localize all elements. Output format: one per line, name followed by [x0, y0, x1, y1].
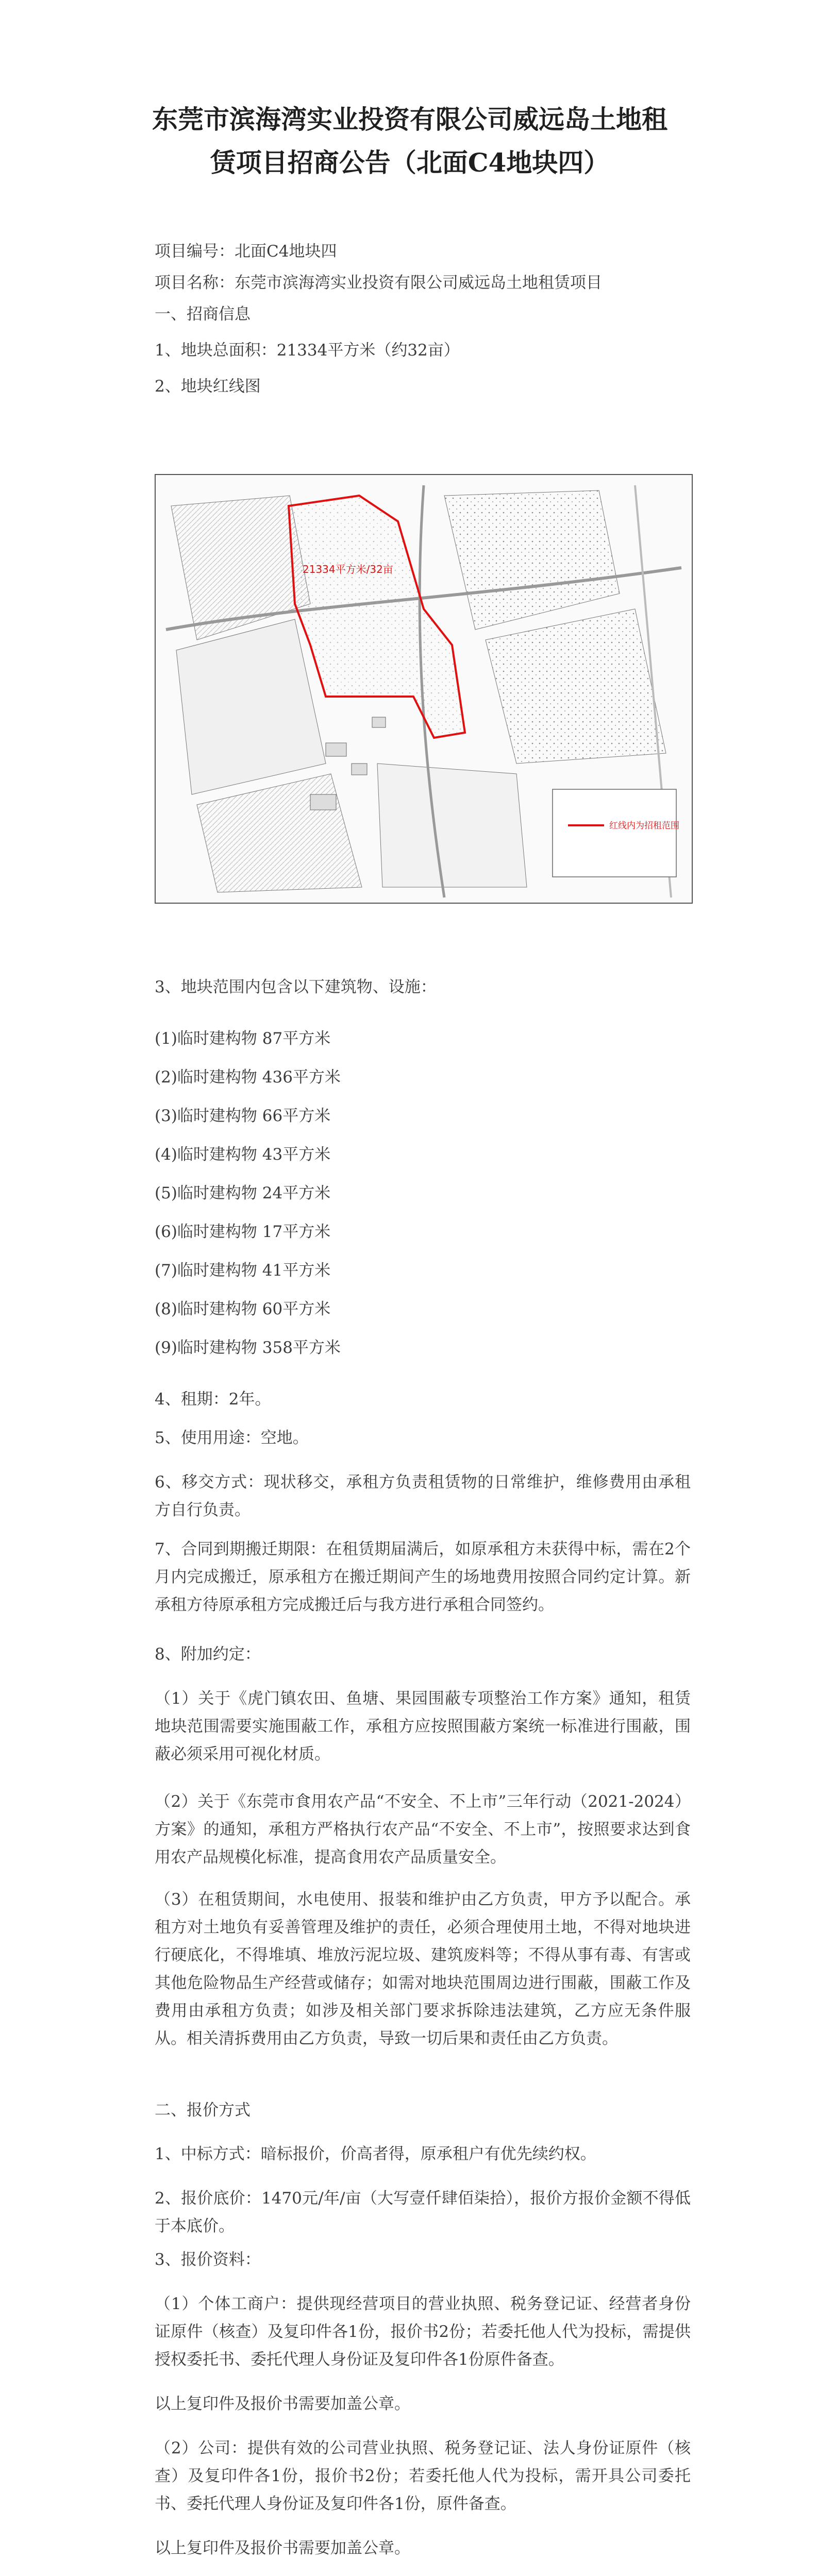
- relocation-period: 7、合同到期搬迁期限：在租赁期届满后，如原承租方未获得中标，需在2个月内完成搬迁，原承租方在搬迁期间产生的场地费用按照合同约定计算。新承租方待原承租方完成搬迁后与我方进行承租合同签约。: [155, 1540, 691, 1614]
- building-item: (5)临时建构物 24平方米: [155, 1184, 331, 1202]
- land-area: 1、地块总面积：21334平方米（约32亩）: [155, 341, 460, 360]
- redline-map-drawing: [156, 475, 692, 903]
- building-item: (9)临时建构物 358平方米: [155, 1338, 341, 1357]
- bid-method: 1、中标方式：暗标报价，价高者得，原承租户有优先续约权。: [155, 2145, 596, 2163]
- building-item: (2)临时建构物 436平方米: [155, 1068, 341, 1087]
- building-item: (6)临时建构物 17平方米: [155, 1223, 331, 1241]
- additional-term-1: （1）关于《虎门镇农田、鱼塘、果园围蔽专项整治工作方案》通知，租赁地块范围需要实施围蔽工作，承租方应按照围蔽方案统一标准进行围蔽，围蔽必须采用可视化材质。: [155, 1689, 691, 1764]
- title-line-2: 赁项目招商公告（北面C4地块四）: [210, 147, 610, 178]
- buildings-heading: 3、地块范围内包含以下建筑物、设施：: [155, 978, 437, 996]
- materials-individual: （1）个体工商户：提供现经营项目的营业执照、税务登记证、经营者身份证原件（核查）及复印件各1份，报价书2份；若委托他人代为投标，需提供授权委托书、委托代理人身份证及复印件各1份原件备查。: [155, 2295, 691, 2369]
- materials-individual-note: 以上复印件及报价书需要加盖公章。: [155, 2395, 410, 2413]
- section-1-heading: 一、招商信息: [155, 305, 251, 324]
- building-item: (1)临时建构物 87平方米: [155, 1029, 331, 1048]
- map-legend-text: 红线内为招租范围: [609, 821, 679, 831]
- map-area-label: 21334平方米/32亩: [303, 563, 393, 575]
- additional-term-3: （3）在租赁期间，水电使用、报装和维护由乙方负责，甲方予以配合。承租方对土地负有妥善管理及维护的责任，必须合理使用土地，不得对地块进行硬底化，不得堆填、堆放污泥垃圾、建筑废料等；不得从事有毒、有害或其他危险物品生产经营或储存；如需对地块范围周边进行围蔽，围蔽工作及费用由承租方负责；如涉及相关部门要求拆除违法建筑，乙方应无条件服从。相关清拆费用由乙方负责，导致一切后果和责任由乙方负责。: [155, 1890, 691, 2048]
- project-name: 项目名称：东莞市滨海湾实业投资有限公司威远岛土地租赁项目: [155, 274, 602, 292]
- section-2-heading: 二、报价方式: [155, 2101, 251, 2120]
- building-item: (3)临时建构物 66平方米: [155, 1107, 331, 1125]
- redline-map: [155, 474, 693, 904]
- building-item: (4)临时建构物 43平方米: [155, 1145, 331, 1164]
- redline-heading: 2、地块红线图: [155, 377, 261, 396]
- usage: 5、使用用途：空地。: [155, 1429, 309, 1447]
- page-title: [93, 98, 727, 184]
- title-line-1: 东莞市滨海湾实业投资有限公司威远岛土地租: [152, 104, 667, 134]
- materials-company: （2）公司：提供有效的公司营业执照、税务登记证、法人身份证原件（核查）及复印件各1份，报价书2份；若委托他人代为投标，需开具公司委托书、委托代理人身份证及复印件各1份，原件备查。: [155, 2439, 691, 2513]
- lease-term: 4、租期：2年。: [155, 1390, 271, 1409]
- map-legend-box: [553, 789, 676, 877]
- reserve-price: 2、报价底价：1470元/年/亩（大写壹仟肆佰柒拾），报价方报价金额不得低于本底价。: [155, 2189, 691, 2235]
- building-item: (8)临时建构物 60平方米: [155, 1300, 331, 1318]
- bid-materials-heading: 3、报价资料：: [155, 2250, 261, 2269]
- additional-terms-heading: 8、附加约定：: [155, 1645, 261, 1664]
- handover-method: 6、移交方式：现状移交，承租方负责租赁物的日常维护，维修费用由承租方自行负责。: [155, 1473, 691, 1519]
- materials-company-note: 以上复印件及报价书需要加盖公章。: [155, 2539, 410, 2557]
- building-item: (7)临时建构物 41平方米: [155, 1261, 331, 1280]
- project-number: 项目编号：北面C4地块四: [155, 242, 337, 261]
- additional-term-2: （2）关于《东莞市食用农产品“不安全、不上市”三年行动（2021-2024）方案》的通知，承租方严格执行农产品“不安全、不上市”，按照要求达到食用农产品规模化标准，提高食用农产品质量安全。: [155, 1792, 691, 1867]
